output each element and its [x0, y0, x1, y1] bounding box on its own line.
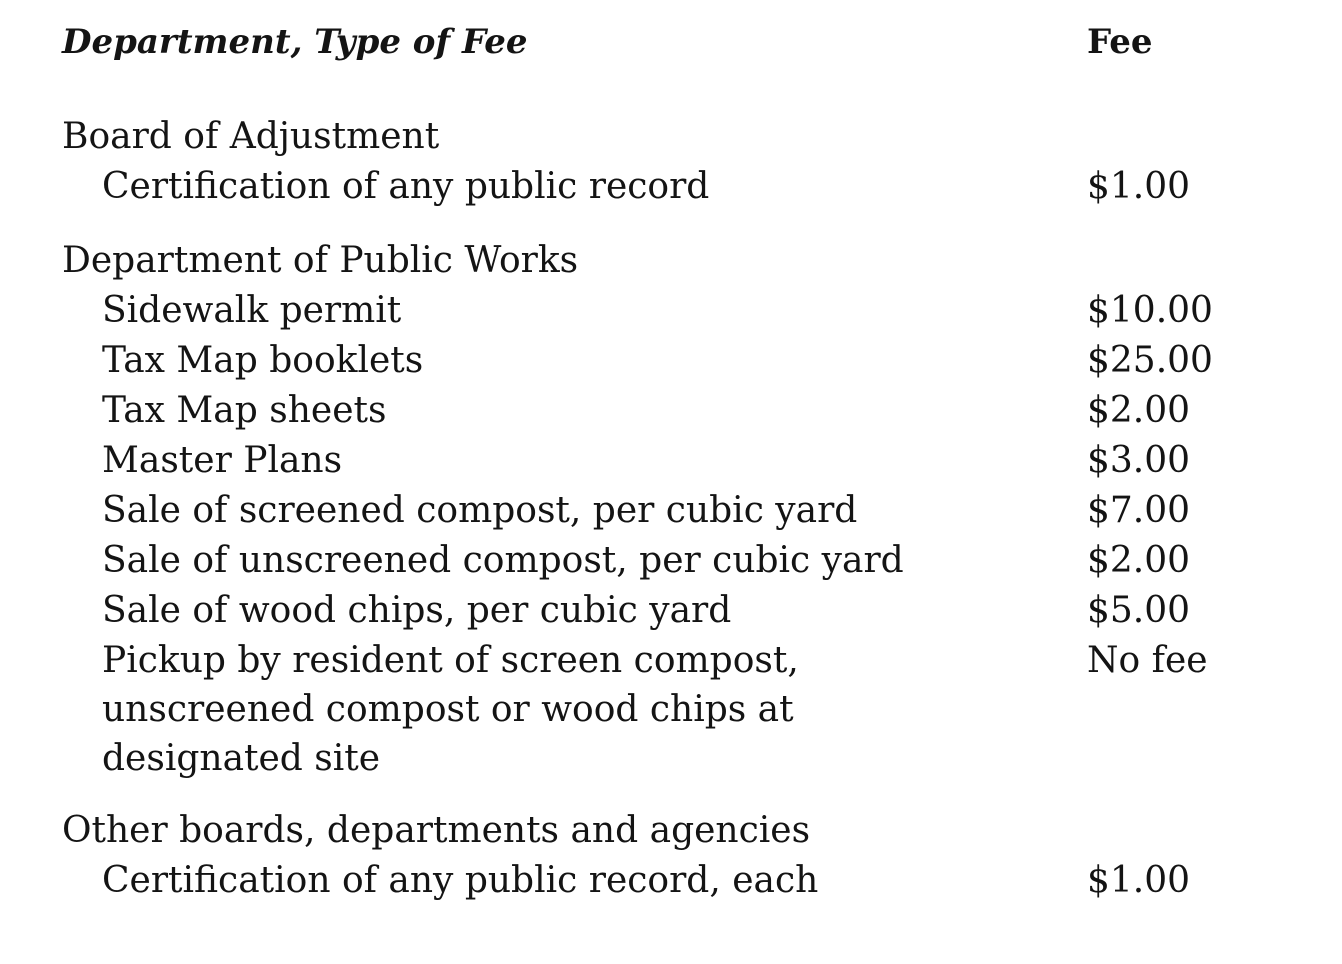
section-title: Other boards, departments and agencies	[62, 810, 811, 851]
section-title: Board of Adjustment	[62, 116, 440, 157]
fee-amount: $1.00	[1087, 860, 1191, 901]
fee-item-label: Master Plans	[102, 440, 343, 481]
fee-row	[0, 586, 1342, 636]
fee-amount: $5.00	[1087, 590, 1191, 631]
fee-item-label: Sidewalk permit	[102, 290, 402, 331]
section-other-boards	[0, 806, 1342, 906]
fee-row	[0, 386, 1342, 436]
fee-row	[0, 336, 1342, 386]
fee-item-label: Sale of unscreened compost, per cubic yard	[102, 540, 904, 581]
column-header-department: Department, Type of Fee	[62, 22, 528, 62]
fee-item-label: Certification of any public record, each	[102, 860, 819, 901]
fee-row	[0, 162, 1342, 212]
fee-amount: $2.00	[1087, 540, 1191, 581]
fee-row	[0, 536, 1342, 586]
section-title: Department of Public Works	[62, 240, 579, 281]
fee-row	[0, 856, 1342, 906]
fee-amount: $3.00	[1087, 440, 1191, 481]
section-public-works	[0, 236, 1342, 784]
fee-item-label: Sale of screened compost, per cubic yard	[102, 490, 858, 531]
fee-amount: $1.00	[1087, 166, 1191, 207]
table-header	[0, 22, 1342, 68]
fee-item-label: Tax Map booklets	[102, 340, 424, 381]
fee-item-label: Pickup by resident of screen compost, unscreened compost or wood chips at designated site	[102, 640, 799, 779]
fee-item-label: Tax Map sheets	[102, 390, 387, 431]
fee-amount: $25.00	[1087, 340, 1213, 381]
fee-row	[0, 436, 1342, 486]
fee-amount: No fee	[1087, 640, 1208, 681]
column-header-fee: Fee	[1087, 22, 1153, 62]
fee-item-label: Certification of any public record	[102, 166, 710, 207]
fee-amount: $7.00	[1087, 490, 1191, 531]
section-board-of-adjustment	[0, 112, 1342, 212]
fee-amount: $2.00	[1087, 390, 1191, 431]
fee-row	[0, 636, 1342, 784]
fee-amount: $10.00	[1087, 290, 1213, 331]
fee-item-label: Sale of wood chips, per cubic yard	[102, 590, 732, 631]
fee-row	[0, 286, 1342, 336]
fee-row	[0, 486, 1342, 536]
